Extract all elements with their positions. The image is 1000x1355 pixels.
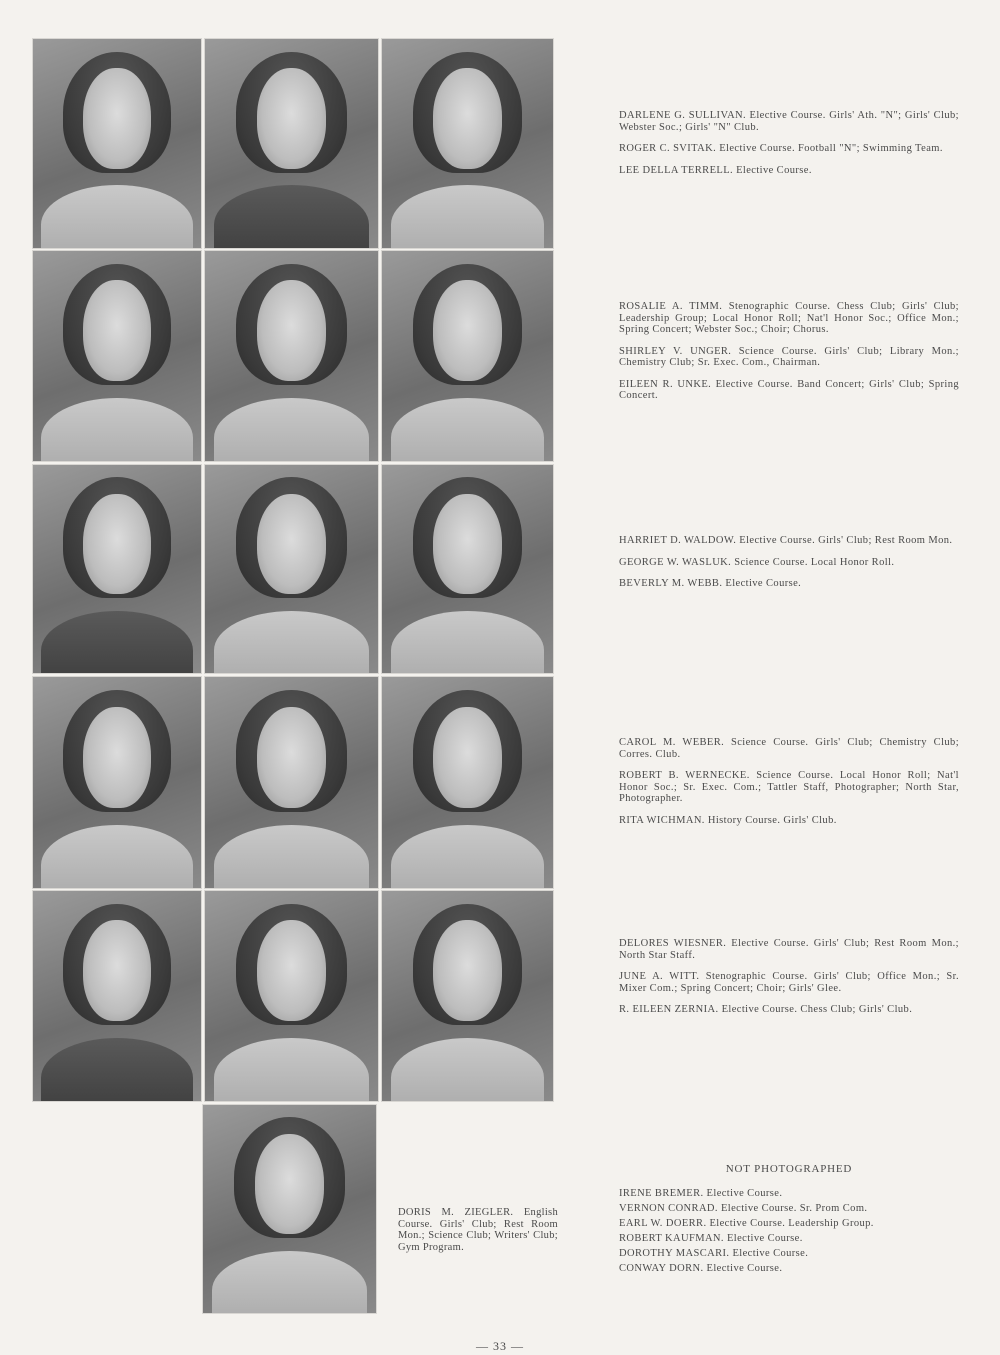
student-entry: HARRIET D. WALDOW. Elective Course. Girls' Club; Rest Room Mon. <box>619 535 953 546</box>
entry-block-row-1 <box>619 110 959 186</box>
student-portrait <box>32 890 202 1102</box>
student-portrait <box>32 250 202 462</box>
student-entry: SHIRLEY V. UNGER. Science Course. Girls' Club; Library Mon.; Chemistry Club; Sr. Exec. Com., Chairman. <box>619 345 960 368</box>
student-portrait <box>381 250 554 462</box>
student-portrait <box>204 890 379 1102</box>
student-portrait <box>204 38 379 249</box>
student-portrait <box>204 676 379 889</box>
student-entry: ROBERT B. WERNECKE. Science Course. Local Honor Roll; Nat'l Honor Soc.; Sr. Exec. Com.; Tattler Staff, Photographer; North Star, Photographer. <box>619 770 959 804</box>
list-item: EARL W. DOERR. Elective Course. Leadership Group. <box>619 1218 874 1229</box>
list-item: VERNON CONRAD. Elective Course. Sr. Prom Com. <box>619 1203 868 1214</box>
page-number: — 33 — <box>476 1339 524 1353</box>
student-entry: RITA WICHMAN. History Course. Girls' Club. <box>619 814 837 826</box>
entry-block-row-2 <box>619 301 959 412</box>
student-entry: R. EILEEN ZERNIA. Elective Course. Chess Club; Girls' Club. <box>619 1004 913 1015</box>
student-entry: ROSALIE A. TIMM. Stenographic Course. Chess Club; Girls' Club; Leadership Group; Local Honor Roll; Nat'l Honor Soc.; Office Mon.; Spring Concert; Webster Soc.; Choir; Chorus. <box>619 301 959 335</box>
student-portrait <box>381 676 554 889</box>
not-photographed-list <box>619 1186 964 1276</box>
list-item: ROBERT KAUFMAN. Elective Course. <box>619 1233 803 1244</box>
student-portrait <box>204 464 379 674</box>
entry-block-row-4 <box>619 737 959 836</box>
student-portrait <box>32 676 202 889</box>
student-portrait <box>32 464 202 674</box>
entry-block-row-3 <box>619 535 959 600</box>
list-item: CONWAY DORN. Elective Course. <box>619 1263 783 1274</box>
student-portrait <box>381 890 554 1102</box>
student-entry: EILEEN R. UNKE. Elective Course. Band Concert; Girls' Club; Spring Concert. <box>619 378 960 401</box>
student-entry: BEVERLY M. WEBB. Elective Course. <box>619 578 802 589</box>
student-entry: CAROL M. WEBER. Science Course. Girls' Club; Chemistry Club; Corres. Club. <box>619 737 960 760</box>
student-entry: DARLENE G. SULLIVAN. Elective Course. Girls' Ath. "N"; Girls' Club; Webster Soc.; Girls' "N" Club. <box>619 110 959 133</box>
student-portrait <box>381 464 554 674</box>
student-entry: DELORES WIESNER. Elective Course. Girls' Club; Rest Room Mon.; North Star Staff. <box>619 938 959 961</box>
student-entry: LEE DELLA TERRELL. Elective Course. <box>619 164 812 176</box>
student-portrait <box>381 38 554 249</box>
student-entry: ROGER C. SVITAK. Elective Course. Football "N"; Swimming Team. <box>619 143 943 154</box>
student-entry: GEORGE W. WASLUK. Science Course. Local Honor Roll. <box>619 556 895 568</box>
entry-block-row-5 <box>619 938 959 1026</box>
student-portrait <box>202 1104 377 1314</box>
not-photographed-heading: NOT PHOTOGRAPHED <box>725 1163 853 1175</box>
student-portrait <box>204 250 379 462</box>
list-item: DOROTHY MASCARI. Elective Course. <box>619 1248 809 1259</box>
list-item: IRENE BREMER. Elective Course. <box>619 1188 783 1199</box>
student-portrait <box>32 38 202 249</box>
student-entry: JUNE A. WITT. Stenographic Course. Girls' Club; Office Mon.; Sr. Mixer Com.; Spring Concert; Choir; Girls' Glee. <box>619 971 959 994</box>
ziegler-entry: DORIS M. ZIEGLER. English Course. Girls' Club; Rest Room Mon.; Science Club; Writers' Club; Gym Program. <box>398 1207 558 1253</box>
